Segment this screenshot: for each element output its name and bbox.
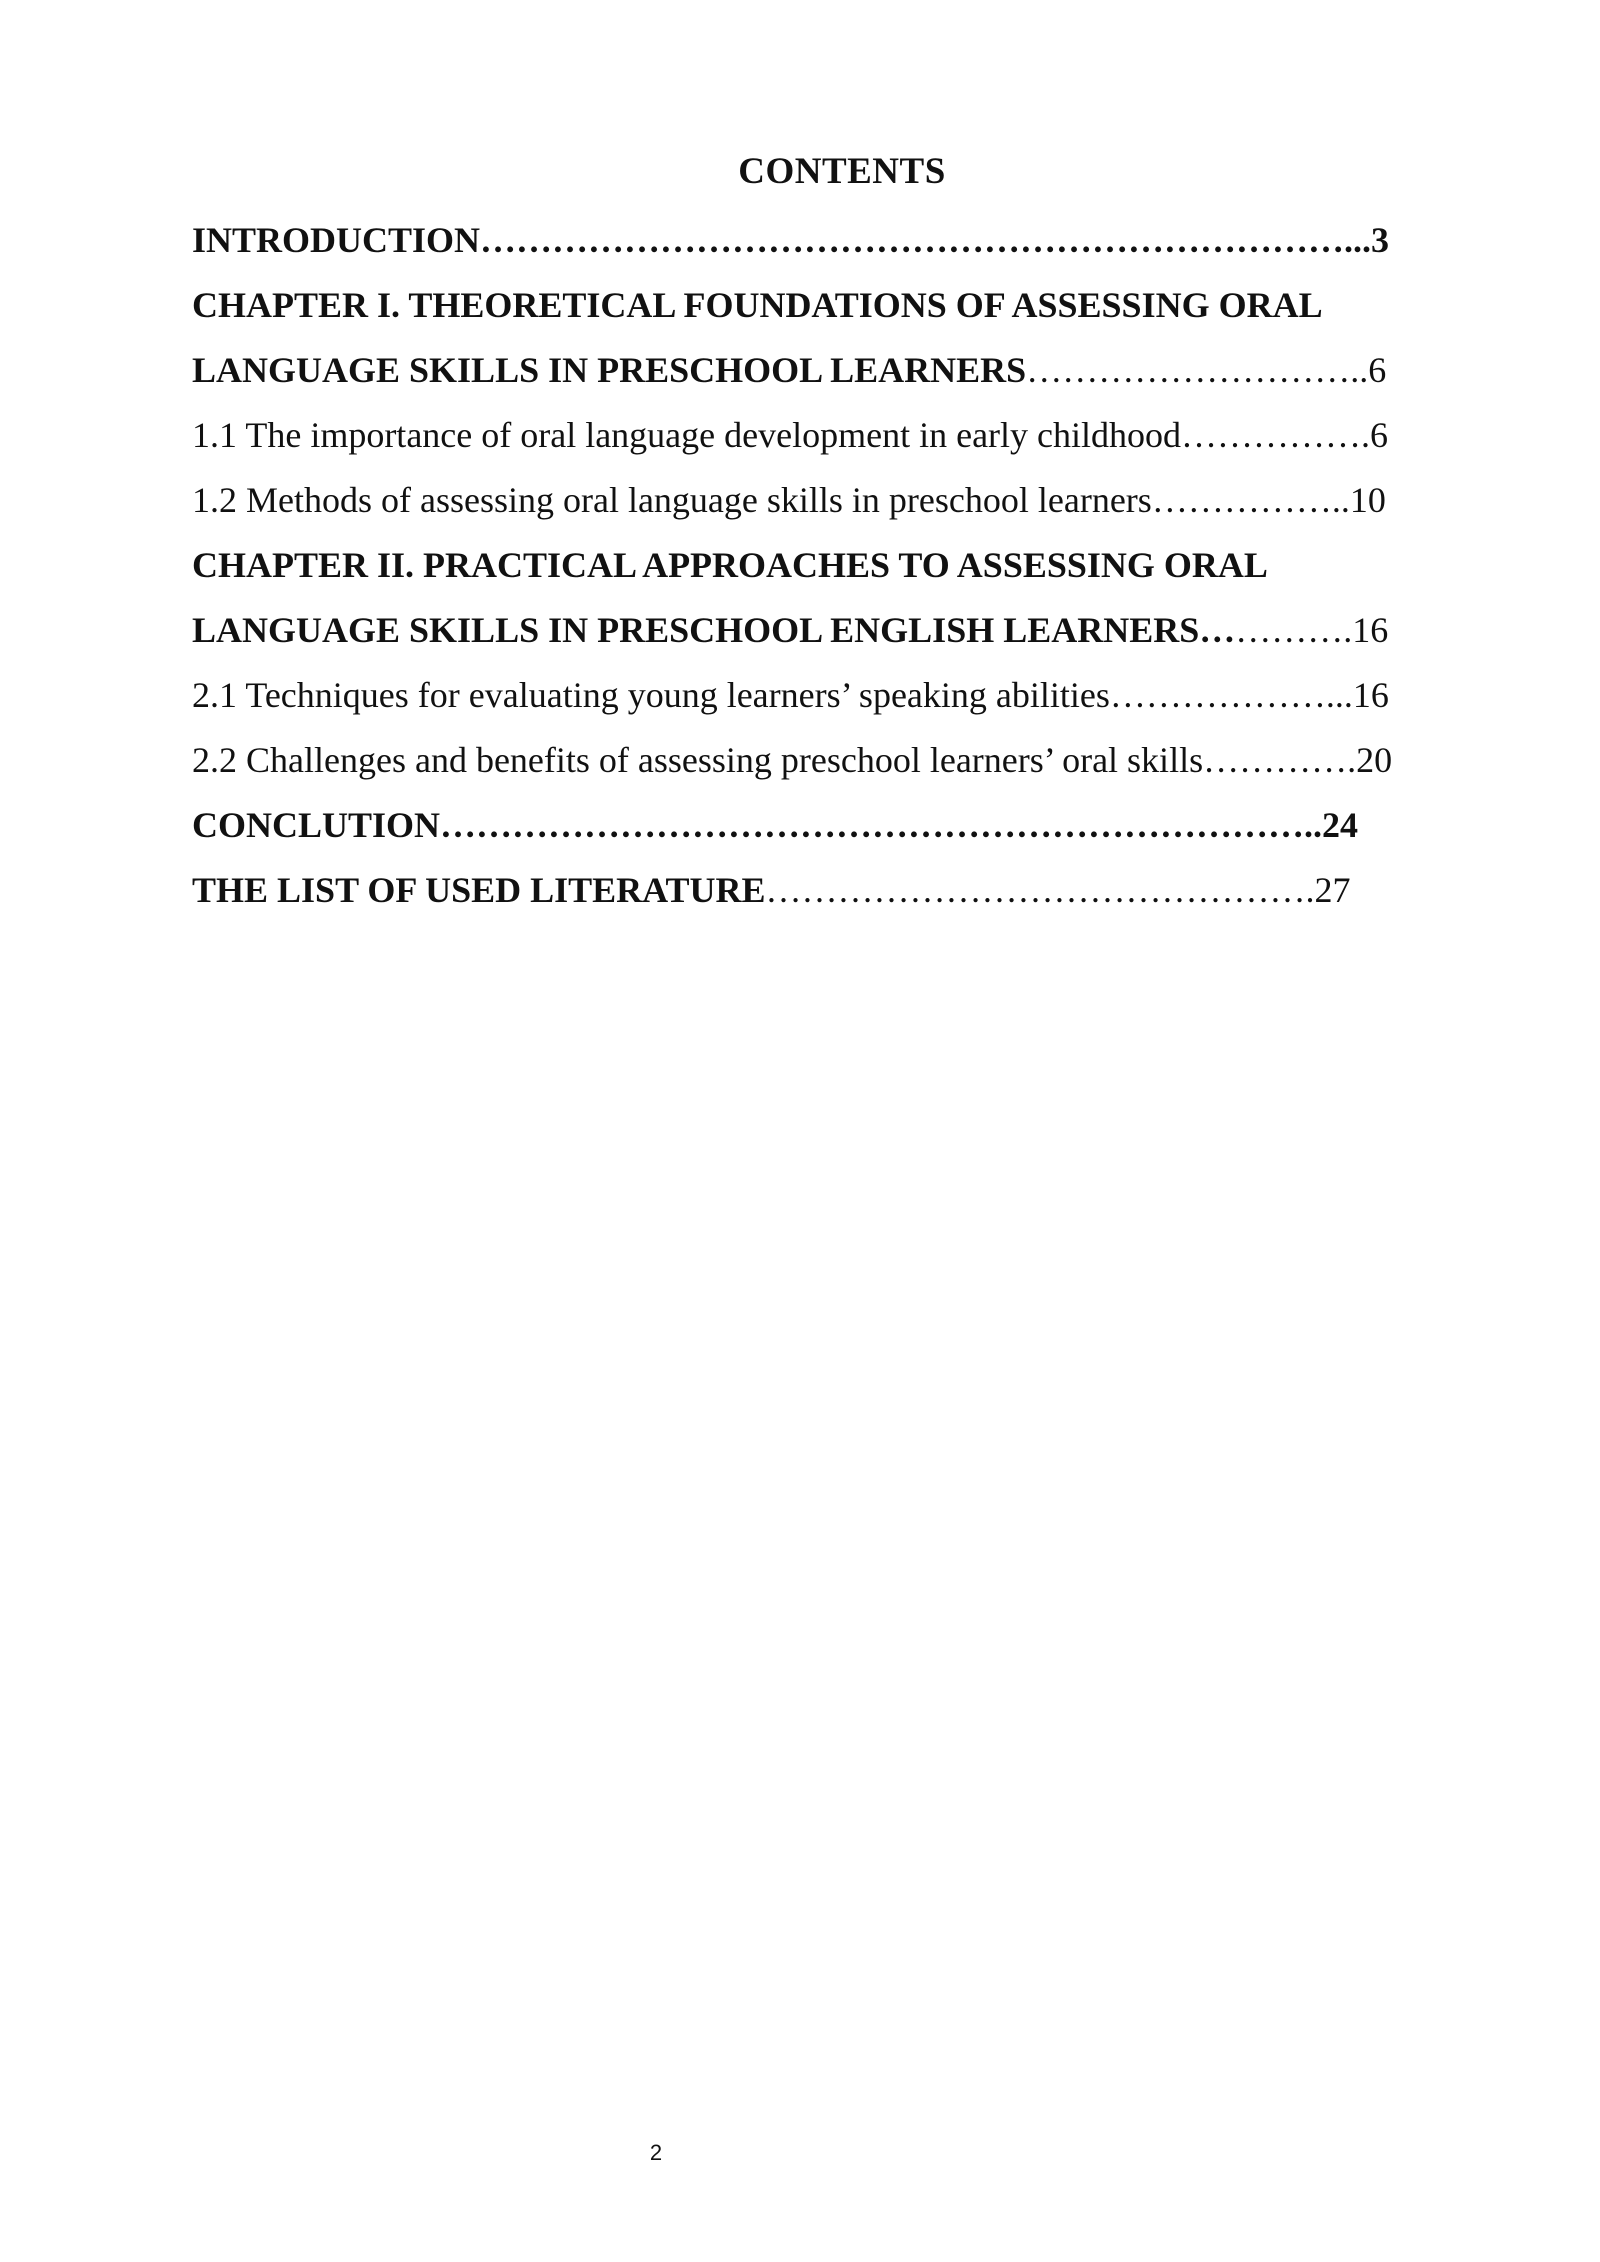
toc-entry-1-2 [192, 478, 1386, 522]
toc-entry-chapter-2-line-2 [192, 608, 1388, 652]
contents-title: CONTENTS [738, 151, 946, 192]
toc-entry-page: 16 [1352, 675, 1389, 715]
toc-entry-chapter-1-line-1 [192, 283, 1323, 327]
toc-entry-heading: 2.2 Challenges and benefits of assessing preschool learners’ oral skills [192, 740, 1204, 780]
toc-entry-leader: ……………………….. [1026, 350, 1369, 390]
toc-entry-leader-bold: … [1199, 610, 1236, 650]
toc-entry-page: 10 [1349, 480, 1386, 520]
toc-entry-page: 6 [1368, 350, 1387, 390]
toc-entry-2-1 [192, 673, 1389, 717]
toc-entry-heading: 1.1 The importance of oral language development in early childhood [192, 415, 1182, 455]
toc-entry-heading: CHAPTER II. PRACTICAL APPROACHES TO ASSESSING ORAL [192, 545, 1268, 585]
toc-entry-chapter-2-line-1 [192, 543, 1268, 587]
toc-entry-1-1 [192, 413, 1388, 457]
toc-entry-chapter-1-line-2 [192, 348, 1386, 392]
toc-entry-conclusion [192, 803, 1358, 847]
toc-entry-heading: LANGUAGE SKILLS IN PRESCHOOL LEARNERS [192, 350, 1027, 390]
toc-entry-page: 20 [1356, 740, 1393, 780]
toc-entry-introduction [192, 218, 1389, 262]
toc-entry-leader: ………………………………………………………………... [480, 220, 1372, 260]
toc-entry-page: 27 [1314, 870, 1351, 910]
toc-entry-leader: ………………... [1109, 675, 1353, 715]
toc-entry-page: 16 [1352, 610, 1389, 650]
toc-entry-heading: 1.2 Methods of assessing oral language skills in preschool learners [192, 480, 1152, 520]
toc-entry-leader: ………. [1235, 610, 1353, 650]
toc-entry-page: 6 [1370, 415, 1389, 455]
toc-entry-leader: ……………. [1181, 415, 1371, 455]
toc-entry-leader: …………….. [1151, 480, 1350, 520]
toc-entry-2-2 [192, 738, 1392, 782]
toc-entry-leader: …………. [1203, 740, 1357, 780]
toc-entry-literature [192, 868, 1351, 912]
toc-entry-leader: ………………………………………. [765, 870, 1315, 910]
toc-entry-heading: INTRODUCTION [192, 220, 481, 260]
toc-entry-heading: THE LIST OF USED LITERATURE [192, 870, 766, 910]
toc-entry-heading: CONCLUTION [192, 805, 441, 845]
toc-entry-heading: 2.1 Techniques for evaluating young learners’ speaking abilities [192, 675, 1110, 715]
toc-entry-page: 3 [1371, 220, 1390, 260]
toc-entry-leader: ……………………………………………………………….. [440, 805, 1323, 845]
toc-entry-page: 24 [1322, 805, 1359, 845]
page-number: 2 [649, 2140, 663, 2165]
toc-entry-heading: CHAPTER I. THEORETICAL FOUNDATIONS OF ASSESSING ORAL [192, 285, 1323, 325]
toc-entry-heading: LANGUAGE SKILLS IN PRESCHOOL ENGLISH LEARNERS [192, 610, 1200, 650]
